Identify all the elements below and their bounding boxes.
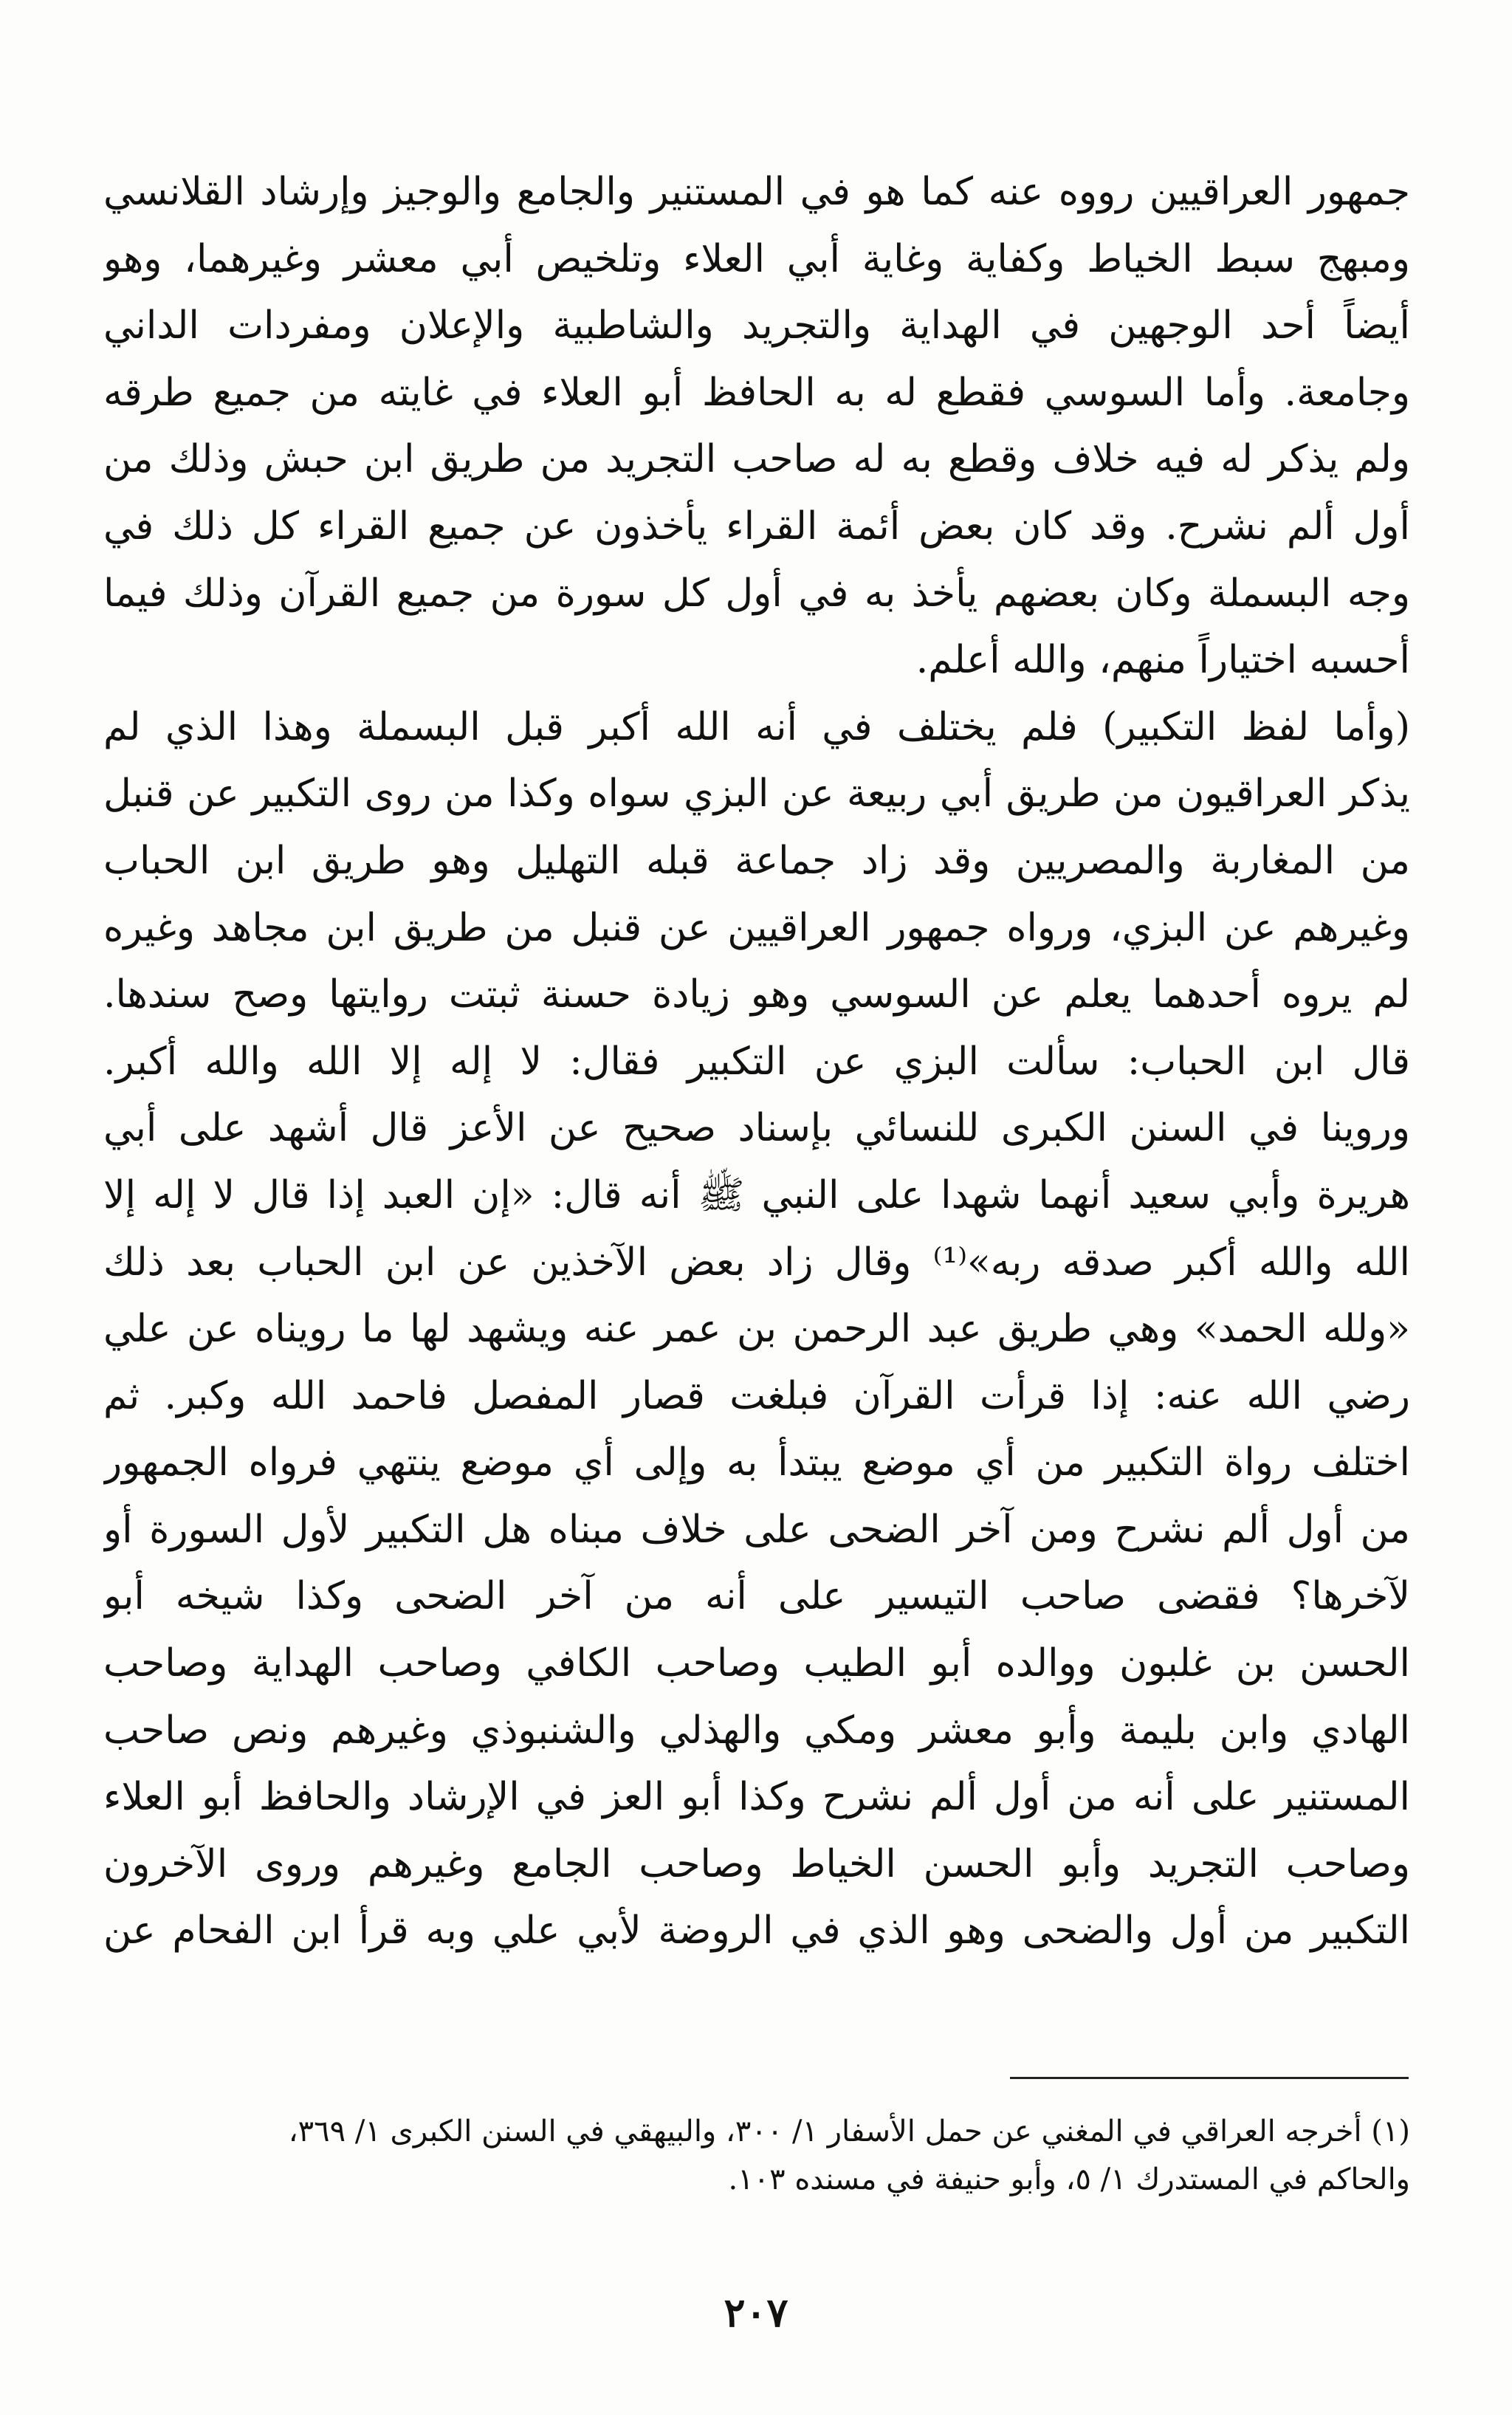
text-line: وصاحب التجريد وأبو الحسن الخياط وصاحب الجامع وغيرهم وروى الآخرون [103,1841,1410,1886]
text-line: جمهور العراقيين رووه عنه كما هو في المستنير والجامع والوجيز وإرشاد القلانسي [103,170,1410,214]
footnote-line: (١) أخرجه العراقي في المغني عن حمل الأسفار ١/ ٣٠٠، والبيهقي في السنن الكبرى ١/ ٣٦٩، [288,2115,1410,2148]
text-line: الحسن بن غلبون ووالده أبو الطيب وصاحب الكافي وصاحب الهداية وصاحب [103,1641,1410,1686]
text-line: قال ابن الحباب: سألت البزي عن التكبير فقال: لا إله إلا الله والله أكبر. [103,1039,1410,1084]
text-line: هريرة وأبي سعيد أنهما شهدا على النبي ﷺ أنه قال: «إن العبد إذا قال لا إله إلا [103,1172,1410,1217]
text-line: ولم يذكر له فيه خلاف وقطع به له صاحب التجريد من طريق ابن حبش وذلك من [103,437,1410,482]
text-line: الله والله أكبر صدقه ربه»⁽¹⁾ وقال زاد بعض الآخذين عن ابن الحباب بعد ذلك [103,1240,1410,1285]
footnote-divider [1010,2077,1409,2079]
main-text [103,159,1410,1965]
text-line: أحسبه اختياراً منهم، والله أعلم. [915,638,1410,683]
text-line: أول ألم نشرح. وقد كان بعض أئمة القراء يأخذون عن جميع القراء كل ذلك في [103,504,1410,549]
text-line: وجامعة. وأما السوسي فقطع له به الحافظ أبو العلاء في غايته من جميع طرقه [103,370,1410,415]
text-line: (وأما لفظ التكبير) فلم يختلف في أنه الله أكبر قبل البسملة وهذا الذي لم [103,704,1410,749]
text-line: الهادي وابن بليمة وأبو معشر ومكي والهذلي والشنبوذي وغيرهم ونص صاحب [103,1708,1410,1753]
text-line: لم يروه أحدهما يعلم عن السوسي وهو زيادة حسنة ثبتت روايتها وصح سندها. [103,972,1410,1017]
text-line: اختلف رواة التكبير من أي موضع يبتدأ به وإلى أي موضع ينتهي فرواه الجمهور [103,1440,1410,1485]
text-line: أيضاً أحد الوجهين في الهداية والتجريد والشاطبية والإعلان ومفردات الداني [103,303,1410,348]
text-line: وغيرهم عن البزي، ورواه جمهور العراقيين عن قنبل من طريق ابن مجاهد وغيره [103,905,1410,950]
page-number: ٢٠٧ [724,2289,788,2336]
footnotes [103,2108,1410,2204]
text-line: من المغاربة والمصريين وقد زاد جماعة قبله التهليل وهو طريق ابن الحباب [103,838,1410,883]
text-line: وجه البسملة وكان بعضهم يأخذ به في أول كل سورة من جميع القرآن وذلك فيما [103,571,1410,616]
text-line: لآخرها؟ فقضى صاحب التيسير على أنه من آخر الضحى وكذا شيخه أبو [103,1574,1410,1619]
text-line: ومبهج سبط الخياط وكفاية وغاية أبي العلاء وتلخيص أبي معشر وغيرهما، وهو [103,236,1410,281]
text-line: وروينا في السنن الكبرى للنسائي بإسناد صحيح عن الأعز قال أشهد على أبي [103,1106,1410,1151]
text-line: من أول ألم نشرح ومن آخر الضحى على خلاف مبناه هل التكبير لأول السورة أو [103,1507,1410,1552]
text-line: رضي الله عنه: إذا قرأت القرآن فبلغت قصار المفصل فاحمد الله وكبر. ثم [103,1373,1410,1418]
text-line: المستنير على أنه من أول ألم نشرح وكذا أبو العز في الإرشاد والحافظ أبو العلاء [103,1775,1410,1820]
footnote-line: والحاكم في المستدرك ١/ ٥، وأبو حنيفة في مسنده ١٠٣. [728,2162,1410,2196]
text-line: «ولله الحمد» وهي طريق عبد الرحمن بن عمر عنه ويشهد لها ما رويناه عن علي [103,1307,1410,1352]
text-line: التكبير من أول والضحى وهو الذي في الروضة لأبي علي وبه قرأ ابن الفحام عن [103,1909,1410,1954]
text-line: يذكر العراقيون من طريق أبي ربيعة عن البزي سواه وكذا من روى التكبير عن قنبل [103,772,1410,817]
